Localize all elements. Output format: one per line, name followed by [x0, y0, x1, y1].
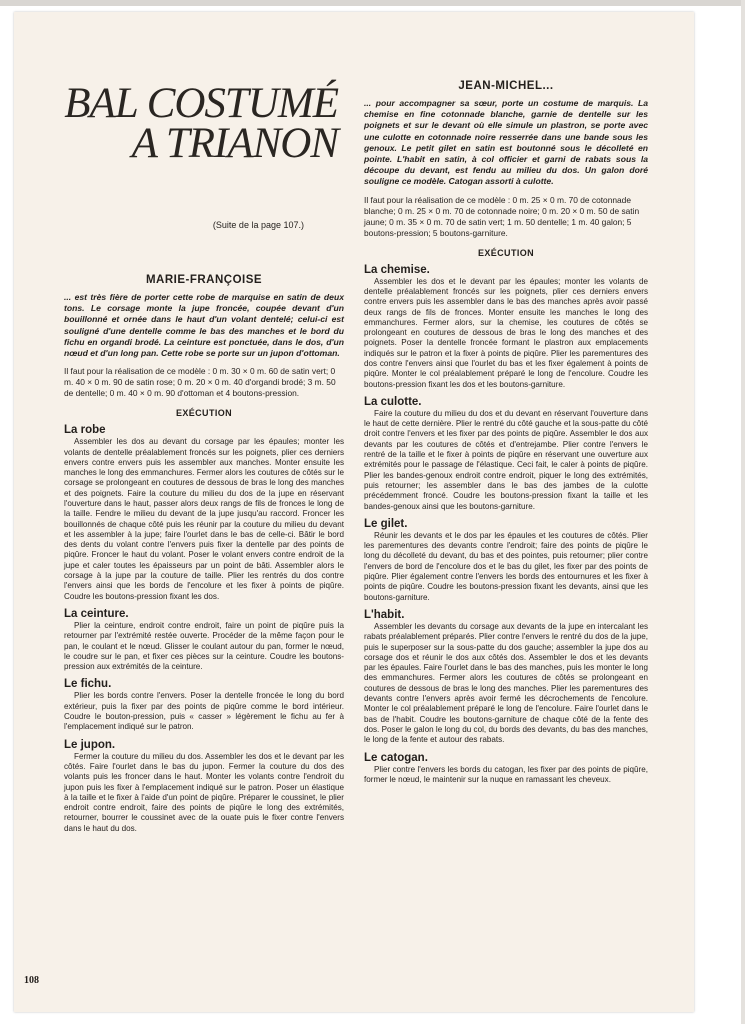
- section: [364, 264, 648, 390]
- article-title: [64, 80, 338, 167]
- intro-paragraph: ... pour accompagner sa sœur, porte un costume de marquis. La chemise en fine cotonnade blanche, garnie de dentelle sur les poignets et sur le devant où elle simule un plastron, se porte avec une culotte en cotonnade noire resserrée dans une bande sous les genoux. Le petit gilet en satin est boutonné sous le décolleté en pointe. L'habit en satin, à col officier et garni de rabats sous la découpe du devant, est fendu au milieu du dos. Un galon doré souligne ce modèle. Catogan assorti à culotte.: [364, 98, 648, 187]
- materials-paragraph: Il faut pour la réalisation de ce modèle : 0 m. 30 × 0 m. 60 de satin vert; 0 m. 40 × 0 m. 90 de satin rose; 0 m. 20 × 0 m. 40 d'organdi brodé; 3 m. 50 de dentelle; 0 m. 40 × 0 m. 90 d'ottoman et 4 boutons-pression.: [64, 366, 336, 399]
- section: [64, 678, 344, 732]
- scan-border-top: [0, 0, 745, 6]
- section-heading: L'habit.: [364, 608, 405, 621]
- title-line-1: BAL COSTUMÉ: [64, 80, 338, 127]
- section: [364, 396, 648, 512]
- scan-border-right: [741, 0, 745, 1024]
- section-heading: La robe: [64, 424, 106, 437]
- section-heading: La culotte.: [364, 395, 422, 408]
- section: [64, 739, 344, 834]
- page-number: 108: [24, 975, 39, 986]
- section: [364, 518, 648, 603]
- section: [364, 609, 648, 746]
- character-heading: MARIE-FRANÇOISE: [145, 274, 263, 286]
- intro-paragraph: ... est très fière de porter cette robe de marquise en satin de deux tons. Le corsage monte la jupe froncée, coupée devant d'un bouillonné et ornée dans le haut d'un volant dentelé; celui-ci est souligné d'une dentelle comme le bas des manches et le bord du fichu en organdi brodé. La ceinture est ponctuée, dans le dos, d'un nœud et d'un long pan. Cette robe se porte sur un jupon d'ottoman.: [64, 292, 344, 359]
- section-text: Assembler les devants du corsage aux devants de la jupe en intercalant les rabats préalablement préparés. Plier contre l'envers le rentré du dos de la jupe, puis le superposer sur la sous-patte du dos gauche; assembler la jupe dos au corsage dos et réunir le dos aux côtés dos. Assembler le dos et les devants par les épaules. Faire l'ourlet dans le bas des manches, puis les monter le long des emmanchures. Fermer alors les coutures de côtés se prolongeant en coutures de dessous de bras le long des manches. Plier les parementures des devants contre l'envers après avoir fermé les décrochements de l'encolure. Monter le col préalablement préparé le long de l'encolure. Faire l'ourlet dans le bas de l'habit. Coudre les boutons-garniture de chaque côté de la fente des dos. Poser le galon le long du col, du bords des devants, du bas des manches, le long de la fente et autour des rabats.: [364, 621, 648, 745]
- execution-heading: EXÉCUTION: [477, 247, 535, 258]
- left-column: [64, 68, 344, 834]
- section: [64, 608, 344, 672]
- section-heading: Le catogan.: [364, 751, 428, 764]
- magazine-page: [14, 12, 694, 1012]
- continuation-note: (Suite de la page 107.): [212, 220, 304, 230]
- execution-heading: EXÉCUTION: [175, 408, 233, 419]
- section: [64, 424, 344, 602]
- section-text: Plier contre l'envers les bords du catogan, les fixer par des points de piqûre, former le nœud, le maintenir sur la nuque en ramassant les cheveux.: [364, 764, 648, 784]
- title-line-2: A TRIANON: [131, 120, 338, 167]
- right-column: [364, 70, 648, 785]
- section-text: Plier les bords contre l'envers. Poser la dentelle froncée le long du bord extérieur, puis la fixer par des points de piqûre comme le bord intérieur. Coudre le bouton-pression, puis « casser » légèrement le fichu au fer à l'emplacement indiqué sur le patron.: [64, 691, 344, 732]
- section-text: Réunir les devants et le dos par les épaules et les coutures de côtés. Plier les parementures des devants contre l'endroit; faire des points de piqûre le long du décolleté du devant, du bas et des pointes, puis retourner; plier contre l'envers de bord de l'encolure dos et le bas du gilet, les fixer par des points de piqûre. Plier également contre l'envers les bords des entournures et les fixer à points de piqûre. Coudre les boutons-pression fixant les devants, ainsi que les boutons-garniture.: [364, 530, 648, 602]
- section-text: Assembler les dos au devant du corsage par les épaules; monter les volants de dentelle préalablement froncés sur les poignets, plier ces derniers envers contre envers puis les assembler aux manches. Monter ensuite les manches le long des emmanchures. Fermer alors les coutures de côtés sur le corsage se prolongeant en coutures de dessous de bras le long des manches et des poignets. Faire la couture du milieu du dos de la jupe en réservant l'ouverture dans le haut, passer alors deux rangs de fils de fronces le long de la taille. Fendre le milieu du devant de la jupe jusqu'au raccord. Froncer les bouillonnés de chaque côté puis les réunir par la couture du milieu du devant et les assembler à la jupe; faire l'ourlet dans le bas de celle-ci. Bâtir le bord des dents du volant contre l'envers puis fixer la dentelle par des points de piqûre. Froncer le haut du volant. Poser le volant envers contre endroit de la jupe et caler toutes les épaisseurs par un point de bâti. Assembler alors le corsage à la jupe par la couture de taille. Plier les rentrés du dos contre l'envers ainsi que les bords de l'encolure et les fixer à points de piqûre. Coudre les boutons-pression fixant les dos.: [64, 437, 344, 601]
- section-heading: Le jupon.: [64, 738, 116, 751]
- section-text: Faire la couture du milieu du dos et du devant en réservant l'ouverture dans le haut de cette dernière. Plier le rentré du côté gauche et la sous-patte du côté droit contre l'envers et les fixer par des points de piqûre. Assembler le dos aux devants par les coutures de côtés et d'entrejambe. Plier contre l'envers le rentré de la taille et le fixer à points de piqûre en réservant une ouverture aux extrémités pour le passage de l'élastique. Ceci fait, le caler à points de piqûre. Plier les bandes-genoux endroit contre endroit, piquer le long des extrémités, puis retourner; les assembler dans le bas des jambes de la culotte précédemment froncé. Coudre les boutons-pression fixant la taille et les bandes-genoux ainsi que les boutons-garniture.: [364, 408, 648, 511]
- section-text: Plier la ceinture, endroit contre endroit, faire un point de piqûre puis la retourner par l'extrémité restée ouverte. Procéder de la même façon pour le pan, le coulant et le nœud. Glisser le coulant autour du pan, former le nœud, le coudre sur le pan, et fixer ces pièces sur la ceinture. Coudre les boutons-pression aux extrémités de la ceinture.: [64, 620, 344, 672]
- character-heading: JEAN-MICHEL...: [458, 80, 554, 92]
- section-heading: La chemise.: [364, 263, 430, 276]
- section-text: Fermer la couture du milieu du dos. Assembler les dos et le devant par les côtés. Faire l'ourlet dans le bas du jupon. Fermer la couture du dos des volants puis les froncer dans le haut. Monter les volants contre l'endroit du jupon puis les fixer à l'emplacement indiqué sur le patron. Poser un élastique à la taille et le fixer à l'aide d'un point de piqûre. Préparer le coussinet, le plier endroit contre endroit, faire des points de piqûre le long des extrémités, retourner, bourrer le coussinet avec de la ouate puis le fixer contre l'envers dans le haut du dos.: [64, 751, 344, 833]
- section-heading: La ceinture.: [64, 607, 129, 620]
- section: [364, 752, 648, 786]
- section-text: Assembler les dos et le devant par les épaules; monter les volants de dentelle préalablement froncés sur les poignets, plier ces derniers envers contre envers puis les assembler dans le bas des manches après avoir passé deux rangs de fils de fronces. Monter ensuite les manches le long des emmanchures. Fermer alors, sur la chemise, les coutures de côtés se prolongeant en coutures de dessous de bras le long des manches et des poignets. Poser la dentelle froncée formant le plastron aux emplacements indiqués sur le patron et la fixer à points de piqûre. Plier les parementures des dos contre l'envers ainsi que l'ourlet du bas et les fixer également à points de piqûre. Monter le col préalablement préparé le long de l'encolure. Coudre les boutons-pression fixant les dos et les boutons-garniture.: [364, 276, 648, 389]
- section-heading: Le gilet.: [364, 517, 408, 530]
- materials-paragraph: Il faut pour la réalisation de ce modèle : 0 m. 25 × 0 m. 70 de cotonnade blanche; 0 m. 25 × 0 m. 70 de cotonnade noire; 0 m. 20 × 0 m. 50 de satin jaune; 0 m. 35 × 0 m. 70 de satin vert; 1 m. 50 dentelle; 1 m. 40 galon; 5 boutons-pression; 5 boutons-garniture.: [364, 194, 640, 238]
- section-heading: Le fichu.: [64, 678, 112, 691]
